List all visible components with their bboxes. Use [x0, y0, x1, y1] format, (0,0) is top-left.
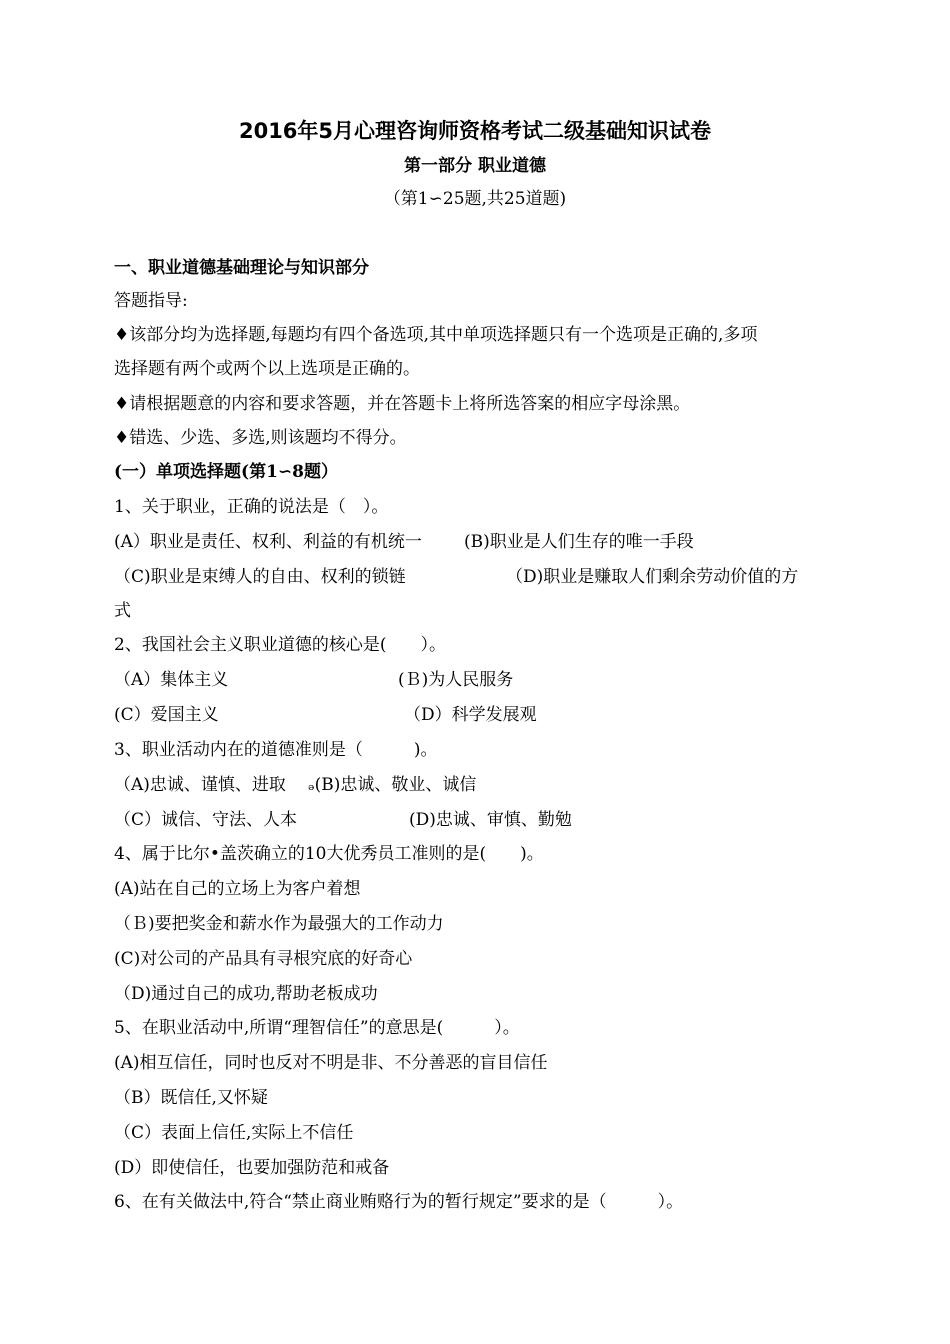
question-stem: 2、我国社会主义职业道德的核心是( ）。 [114, 635, 446, 655]
part-title: 第一部分 职业道德 [404, 156, 546, 176]
exam-title: 2016年5月心理咨询师资格考试二级基础知识试卷 [238, 119, 712, 143]
option-d: （D)通过自己的成功,帮助老板成功 [114, 984, 378, 1004]
option-d: （D)职业是赚取人们剩余劳动价值的方 [506, 567, 799, 587]
option-a: （A)忠诚、谨慎、进取 [114, 775, 286, 795]
option-c: (C)对公司的产品具有寻根究底的好奇心 [114, 949, 413, 969]
option-c: (C）爱国主义 [114, 705, 219, 725]
option-c: （C）诚信、守法、人本 [114, 810, 298, 830]
guide-label: 答题指导: [114, 291, 188, 311]
question-stem: 3、职业活动内在的道德准则是（ )。 [114, 740, 438, 760]
option-d: (D)忠诚、审慎、勤勉 [409, 810, 572, 830]
option-a: （A）集体主义 [114, 670, 229, 690]
option-b: ₔ(B)忠诚、敬业、诚信 [308, 775, 477, 795]
part-range: （第1∽25题,共25道题) [383, 189, 567, 209]
option-d-continued: 式 [114, 601, 131, 621]
option-b: （Ｂ)要把奖金和薪水作为最强大的工作动力 [114, 914, 444, 934]
question-stem: 6、在有关做法中,符合“禁止商业贿赂行为的暂行规定”要求的是（ ）。 [114, 1192, 684, 1212]
option-b: (B)职业是人们生存的唯一手段 [464, 532, 694, 552]
subsection-heading: (一）单项选择题(第1∽8题） [114, 462, 338, 482]
section-heading: 一、职业道德基础理论与知识部分 [114, 258, 369, 278]
question-stem: 4、属于比尔•盖茨确立的10大优秀员工准则的是( )。 [114, 844, 544, 864]
instruction-line: ♦请根据题意的内容和要求答题，并在答题卡上将所选答案的相应字母涂黑。 [114, 394, 691, 414]
question-stem: 5、在职业活动中,所谓“理智信任”的意思是( ）。 [114, 1018, 520, 1038]
option-a: (A)站在自己的立场上为客户着想 [114, 879, 361, 899]
option-b: (Ｂ)为人民服务 [398, 670, 514, 690]
instruction-line: ♦该部分均为选择题,每题均有四个备选项,其中单项选择题只有一个选项是正确的,多项 [114, 325, 758, 345]
instruction-line: ♦错选、少选、多选,则该题均不得分。 [114, 428, 407, 448]
option-a: (A)相互信任，同时也反对不明是非、不分善恶的盲目信任 [114, 1053, 548, 1073]
question-stem: 1、关于职业，正确的说法是（ ）。 [114, 497, 389, 517]
option-a: (A）职业是责任、权利、利益的有机统一 [114, 532, 422, 552]
option-b: （B）既信任,又怀疑 [114, 1088, 268, 1108]
instruction-line: 选择题有两个或两个以上选项是正确的。 [114, 359, 420, 379]
option-c: （C）表面上信任,实际上不信任 [114, 1123, 354, 1143]
option-d: (D）即使信任，也要加强防范和戒备 [114, 1158, 390, 1178]
option-d: （D）科学发展观 [404, 705, 537, 725]
option-c: （C)职业是束缚人的自由、权利的锁链 [114, 567, 406, 587]
